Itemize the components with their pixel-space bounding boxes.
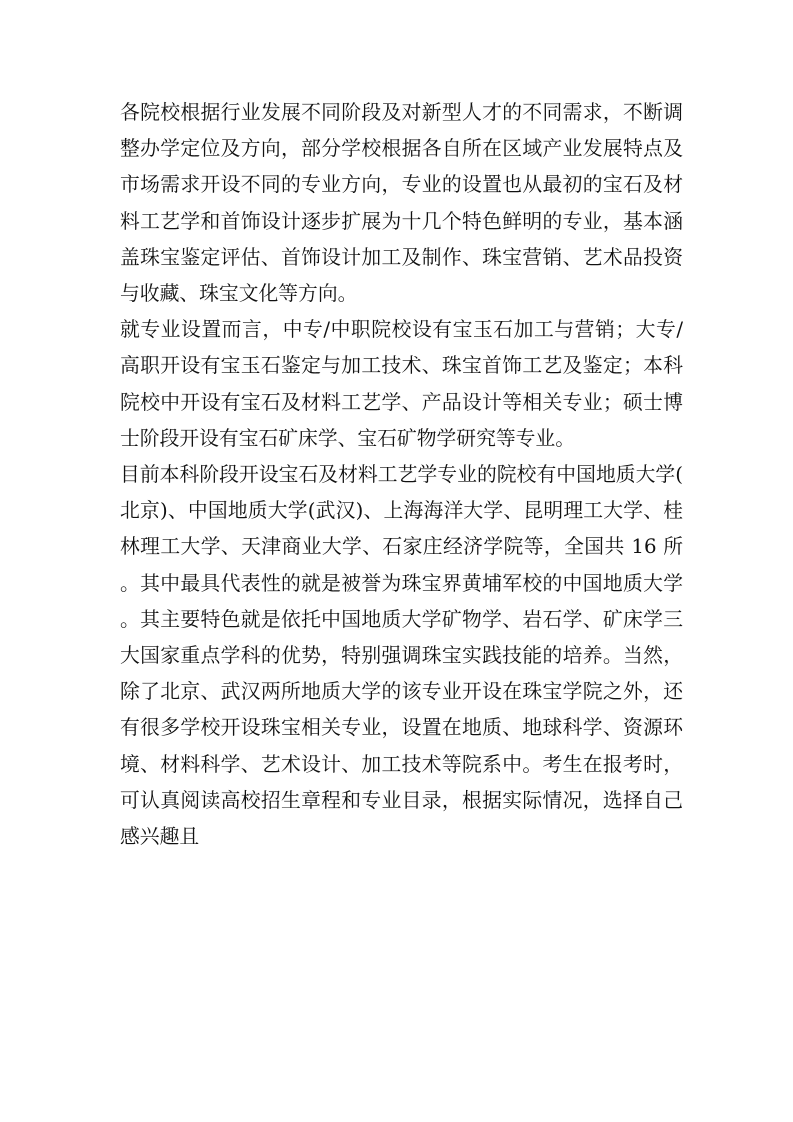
paragraph-universities: 目前本科阶段开设宝石及材料工艺学专业的院校有中国地质大学(北京)、中国地质大学(武汉)、上海海洋大学、昆明理工大学、桂林理工大学、天津商业大学、石家庄经济学院等，全国共 16 所。其中最具代表性的就是被誉为珠宝界黄埔军校的中国地质大学。其主要特色就是依托中国地质大学矿物学、岩石学、矿床学三大国家重点学科的优势，特别强调珠宝实践技能的培养。当然，除了北京、武汉两所地质大学的该专业开设在珠宝学院之外，还有很多学校开设珠宝相关专业，设置在地质、地球科学、资源环境、材料科学、艺术设计、加工技术等院系中。考生在报考时，可认真阅读高校招生章程和专业目录，根据实际情况，选择自己感兴趣且 xyxy=(120,463,683,849)
paragraph-program-evolution: 各院校根据行业发展不同阶段及对新型人才的不同需求，不断调整办学定位及方向，部分学校根据各自所在区域产业发展特点及市场需求开设不同的专业方向，专业的设置也从最初的宝石及材料工艺学和首饰设计逐步扩展为十几个特色鲜明的专业，基本涵盖珠宝鉴定评估、首饰设计加工及制作、珠宝营销、艺术品投资与收藏、珠宝文化等方向。 xyxy=(120,101,683,306)
document-page xyxy=(120,95,683,855)
paragraph-program-levels: 就专业设置而言，中专/中职院校设有宝玉石加工与营销；大专/高职开设有宝玉石鉴定与加工技术、珠宝首饰工艺及鉴定；本科院校中开设有宝石及材料工艺学、产品设计等相关专业；硕士博士阶段开设有宝石矿床学、宝石矿物学研究等专业。 xyxy=(120,318,683,450)
